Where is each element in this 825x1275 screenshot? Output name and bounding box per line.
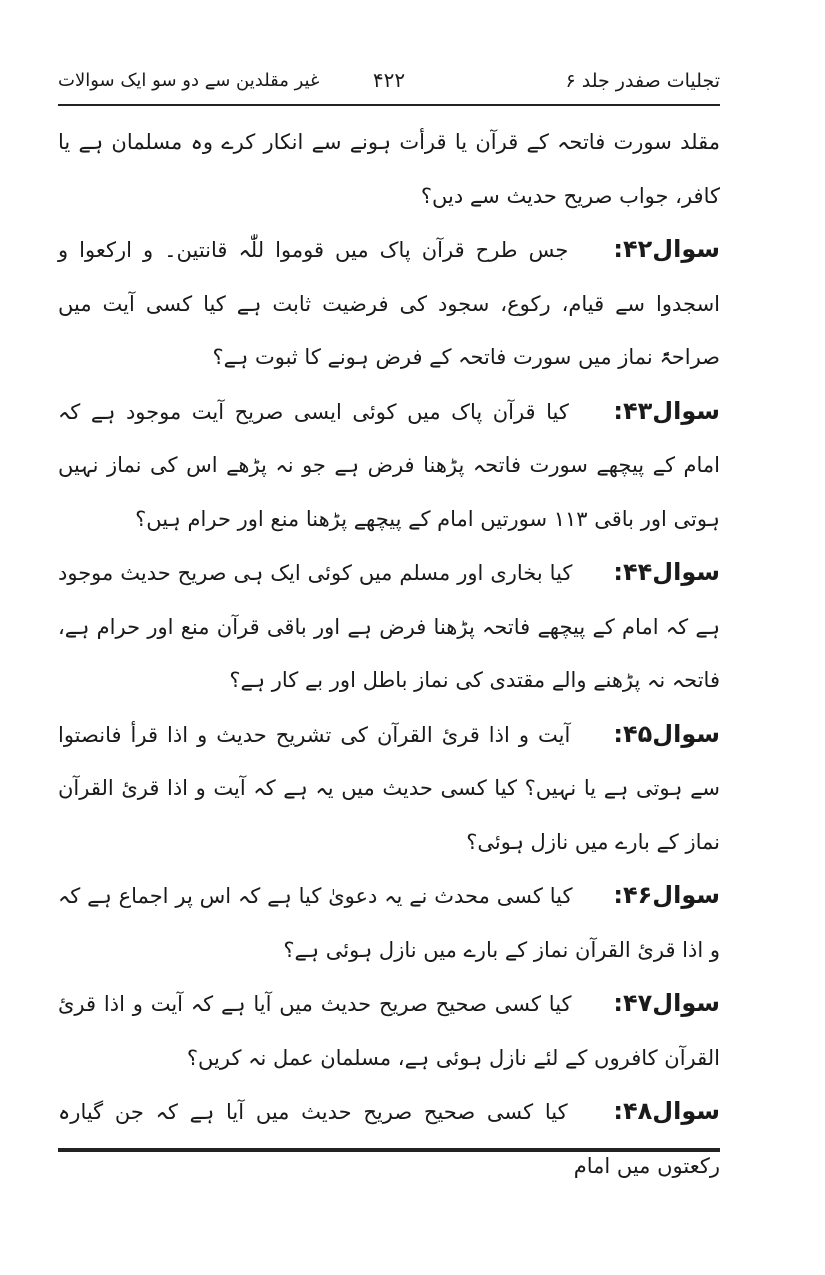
question-word: سوال bbox=[652, 396, 720, 425]
question-label bbox=[613, 720, 720, 748]
page-number: ۴۲۲ bbox=[372, 68, 406, 92]
question-43 bbox=[58, 385, 720, 547]
question-number: ۴۸: bbox=[613, 1097, 653, 1125]
question-47 bbox=[58, 977, 720, 1085]
question-45 bbox=[58, 708, 720, 870]
header-rule bbox=[58, 104, 720, 106]
question-number: ۴۶: bbox=[613, 881, 653, 909]
question-48 bbox=[58, 1085, 720, 1193]
question-word: سوال bbox=[652, 881, 720, 909]
intro-paragraph bbox=[58, 116, 720, 223]
question-word: سوال bbox=[652, 558, 720, 586]
question-label bbox=[613, 989, 720, 1017]
question-text: آیت و اذا قرئ القرآن کی تشریح حدیث و اذا قرأ فانصتوا سے ہوتی ہے یا نہیں؟ کیا کسی حدیث میں یہ ہے کہ آیت و اذا قرئ القرآن نماز کے بارے میں نازل ہوئی؟ bbox=[58, 722, 720, 854]
question-word: سوال bbox=[652, 719, 720, 748]
footer-rule bbox=[58, 1148, 720, 1152]
question-text: کیا کسی صحیح صریح حدیث میں آیا ہے کہ آیت و اذا قرئ القرآن کافروں کے لئے نازل ہوئی ہے، مسلمان عمل نہ کریں؟ bbox=[58, 992, 720, 1070]
question-word: سوال bbox=[652, 235, 720, 263]
question-text: کیا قرآن پاک میں کوئی ایسی صریح آیت موجود ہے کہ امام کے پیچھے سورت فاتحہ پڑھنا فرض ہے جو نہ پڑھے اس کی نماز نہیں ہوتی اور باقی ۱۱۳ سورتیں امام کے پیچھے پڑھنا منع اور حرام ہیں؟ bbox=[58, 399, 720, 531]
page-body bbox=[58, 116, 720, 1193]
intro-text: مقلد سورت فاتحہ کے قرآن یا قرأت ہونے سے انکار کرے وہ مسلمان ہے یا کافر، جواب صریح حدیث سے دیں؟ bbox=[58, 130, 720, 208]
question-word: سوال bbox=[652, 989, 720, 1017]
question-label bbox=[613, 397, 720, 425]
question-label bbox=[613, 235, 720, 263]
question-number: ۴۷: bbox=[613, 989, 653, 1017]
question-42 bbox=[58, 223, 720, 385]
book-page bbox=[58, 60, 720, 1178]
running-header bbox=[58, 66, 720, 102]
question-label bbox=[613, 558, 720, 586]
question-label bbox=[613, 881, 720, 909]
question-word: سوال bbox=[652, 1097, 720, 1125]
question-number: ۴۴: bbox=[613, 558, 653, 586]
book-title: تجلیات صفدر جلد ۶ bbox=[565, 70, 720, 92]
question-number: ۴۲: bbox=[613, 235, 653, 263]
question-text: کیا بخاری اور مسلم میں کوئی ایک ہی صریح حدیث موجود ہے کہ امام کے پیچھے فاتحہ پڑھنا فرض ہے اور باقی قرآن منع اور حرام ہے، فاتحہ نہ پڑھنے والے مقتدی کی نماز باطل اور بے کار ہے؟ bbox=[58, 561, 720, 692]
chapter-title: غیر مقلدین سے دو سو ایک سوالات bbox=[58, 70, 320, 91]
question-label bbox=[613, 1097, 720, 1125]
question-46 bbox=[58, 869, 720, 977]
question-text: کیا کسی صحیح صریح حدیث میں آیا ہے کہ جن گیارہ رکعتوں میں امام bbox=[58, 1100, 720, 1178]
question-text: کیا کسی محدث نے یہ دعویٰ کیا ہے کہ اس پر اجماع ہے کہ و اذا قرئ القرآن نماز کے بارے میں نازل ہوئی ہے؟ bbox=[58, 884, 720, 962]
question-number: ۴۳: bbox=[613, 396, 653, 425]
question-44 bbox=[58, 546, 720, 708]
question-text: جس طرح قرآن پاک میں قوموا للّٰہ قانتین۔ و ارکعوا و اسجدوا سے قیام، رکوع، سجود کی فرضیت ثابت ہے کیا کسی آیت میں صراحۃً نماز میں سورت فاتحہ کے فرض ہونے کا ثبوت ہے؟ bbox=[58, 238, 720, 369]
question-number: ۴۵: bbox=[613, 719, 653, 748]
